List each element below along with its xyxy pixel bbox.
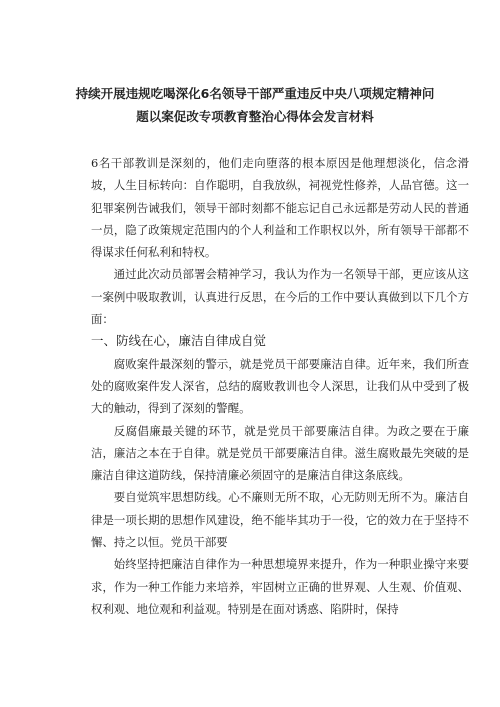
body-paragraph: 始终坚持把廉洁自律作为一种思想境界来提升，作为一种职业操守来要求，作为一种工作能力来培养，牢固树立正确的世界观、人生观、价值观、权利观、地位观和利益观。特别是在面对诱惑、陷阱时，保持 bbox=[91, 557, 469, 616]
body-paragraph: 腐败案件最深刻的警示，就是党员干部要廉洁自律。近年来，我们所查处的腐败案件发人深省，总结的腐败教训也令人深思，让我们从中受到了极大的触动，得到了深刻的警醒。 bbox=[91, 356, 469, 416]
document-body bbox=[91, 152, 469, 620]
body-paragraph: 6名干部教训是深刻的，他们走向堕落的根本原因是他理想淡化，信念滑坡，人生目标转向：自作聪明，自我放纵，祠视党性修养，人品官德。这一犯罪案例告诫我们，领导干部时刻都不能忘记自己永远都是劳动人民的普通一员，隐了政策规定范围内的个人利益和工作职权以外，所有领导干部都不得谋求任何私利和特权。 bbox=[91, 156, 469, 260]
body-paragraph: 通过此次动员部署会精神学习，我认为作为一名领导干部，更应该从这一案例中吸取教训，认真进行反思，在今后的工作中要认真做到以下几个方面： bbox=[91, 267, 469, 327]
document-title: 持续开展违规吃喝深化6名领导干部严重违反中央八项规定精神问题以案促改专项教育整治心得体会发言材料 bbox=[75, 86, 435, 124]
body-paragraph: 反腐倡廉最关键的环节，就是党员干部要廉洁自律。为政之要在于廉洁，廉洁之本在于自律。就是党员干部要廉洁自律。滋生腐败最先突破的是廉洁自律这道防线，保持清廉必须固守的是廉洁自律这条底线。 bbox=[91, 423, 469, 483]
section-heading: 一、防线在心，廉洁自律成自觉 bbox=[91, 333, 267, 349]
body-paragraph: 要自觉筑牢思想防线。心不廉则无所不取，心无防则无所不为。廉洁自律是一项长期的思想作风建设，绝不能毕其功于一役，它的效力在于坚持不懈、持之以恒。党员干部要 bbox=[91, 490, 469, 550]
